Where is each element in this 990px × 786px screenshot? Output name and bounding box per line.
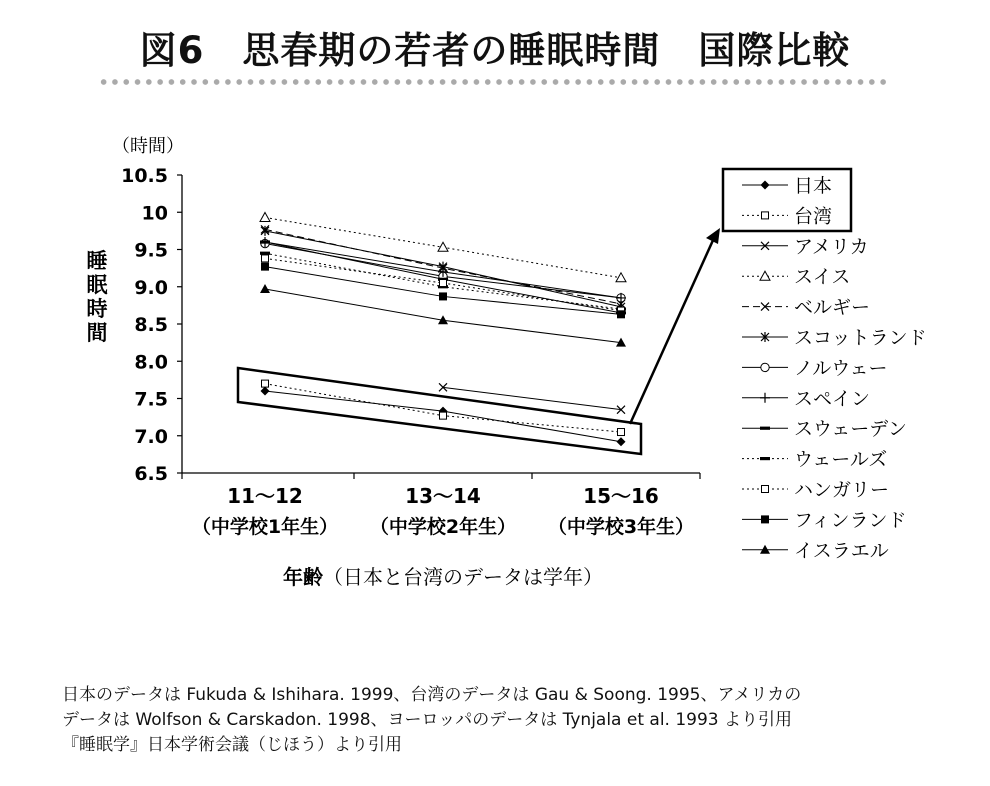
legend-swatch-marker <box>760 427 770 430</box>
highlight-boxes <box>238 169 851 454</box>
legend-label: スウェーデン <box>794 418 907 441</box>
legend-label: 日本 <box>794 175 833 197</box>
y-tick-label: 10 <box>141 202 168 225</box>
legend-item <box>742 327 927 349</box>
legend-label: イスラエル <box>794 539 889 562</box>
legend-item <box>742 418 907 440</box>
data-point <box>617 310 625 318</box>
legend-item <box>742 388 870 410</box>
legend-label: ウェールズ <box>794 448 888 471</box>
y-tick-label: 9.5 <box>134 239 168 262</box>
chart-legend <box>742 175 927 562</box>
y-axis-label-char: 間 <box>86 321 108 345</box>
data-point <box>261 387 270 396</box>
y-tick-label: 7.5 <box>134 388 168 411</box>
data-point <box>260 240 270 243</box>
legend-label: ハンガリー <box>794 479 890 501</box>
legend-label: スイス <box>794 266 851 289</box>
y-tick-label: 8.0 <box>134 351 168 374</box>
legend-label: スコットランド <box>794 327 927 349</box>
data-point <box>260 284 270 293</box>
x-tick-label-grade: （中学校2年生） <box>369 516 517 538</box>
data-point <box>262 255 269 262</box>
data-point <box>260 252 270 255</box>
chart-axes <box>87 136 701 589</box>
source-line-2: データは Wolfson & Carskadon. 1998、ヨーロッパのデータは Tynjala et al. 1993 より引用 <box>62 710 793 730</box>
source-line-1: 日本のデータは Fukuda & Ishihara. 1999、台湾のデータは Gau & Soong. 1995、アメリカの <box>62 685 802 705</box>
data-point <box>262 380 269 387</box>
legend-swatch-marker <box>761 515 769 523</box>
highlight-arrow-line <box>630 238 714 424</box>
data-point <box>618 429 625 436</box>
legend-item <box>742 479 889 501</box>
x-axis-label-note: （日本と台湾のデータは学年） <box>323 565 603 589</box>
y-tick-label: 9.0 <box>134 276 168 299</box>
legend-swatch-marker <box>762 486 769 493</box>
legend-item <box>742 266 850 288</box>
x-tick-label-age: 15〜16 <box>583 484 659 508</box>
legend-swatch-marker <box>761 181 770 190</box>
legend-item <box>742 175 832 197</box>
x-tick-label-grade: （中学校3年生） <box>547 516 695 538</box>
data-point <box>260 212 270 221</box>
data-point <box>440 280 447 287</box>
legend-label: フィンランド <box>794 509 907 532</box>
legend-swatch-marker <box>761 363 769 371</box>
legend-label: スペイン <box>794 387 871 410</box>
legend-item <box>742 540 889 562</box>
x-axis-label-main: 年齢 <box>283 565 323 589</box>
y-tick-label: 7.0 <box>134 425 168 448</box>
legend-item <box>742 449 887 471</box>
y-axis-label-char: 眠 <box>86 273 108 297</box>
y-tick-label: 6.5 <box>134 463 168 485</box>
legend-item <box>742 205 832 227</box>
y-axis-label-char: 睡 <box>86 249 108 273</box>
x-tick-label-age: 13〜14 <box>405 484 481 508</box>
data-point <box>616 293 626 303</box>
source-note <box>62 683 801 758</box>
legend-item <box>742 297 870 319</box>
data-point <box>616 273 626 282</box>
series-line <box>443 387 621 409</box>
legend-swatch-marker <box>760 457 770 460</box>
legend-label: アメリカ <box>794 235 869 258</box>
legend-item <box>742 357 887 379</box>
legend-swatch-marker <box>760 393 770 403</box>
x-tick-label-grade: （中学校1年生） <box>191 516 339 538</box>
y-axis-unit: （時間） <box>112 136 184 157</box>
legend-label: 台湾 <box>794 205 833 228</box>
data-point <box>261 226 269 236</box>
data-point <box>440 412 447 419</box>
x-axis-label <box>283 565 603 589</box>
legend-swatch-marker <box>762 212 769 219</box>
y-tick-label: 8.5 <box>134 314 168 336</box>
legend-item <box>742 509 906 531</box>
legend-label: ノルウェー <box>794 357 888 380</box>
figure-title: 図6 思春期の若者の睡眠時間 国際比較 <box>139 29 851 72</box>
legend-label: ベルギー <box>794 296 871 319</box>
y-tick-label: 10.5 <box>121 165 168 187</box>
data-point <box>439 292 447 300</box>
y-axis-label-char: 時 <box>86 297 108 321</box>
legend-item <box>742 236 869 258</box>
x-tick-label-age: 11〜12 <box>227 484 303 508</box>
source-line-3: 『睡眠学』日本学術会議（じほう）より引用 <box>62 735 402 755</box>
data-point <box>261 263 269 271</box>
data-point <box>617 437 626 446</box>
